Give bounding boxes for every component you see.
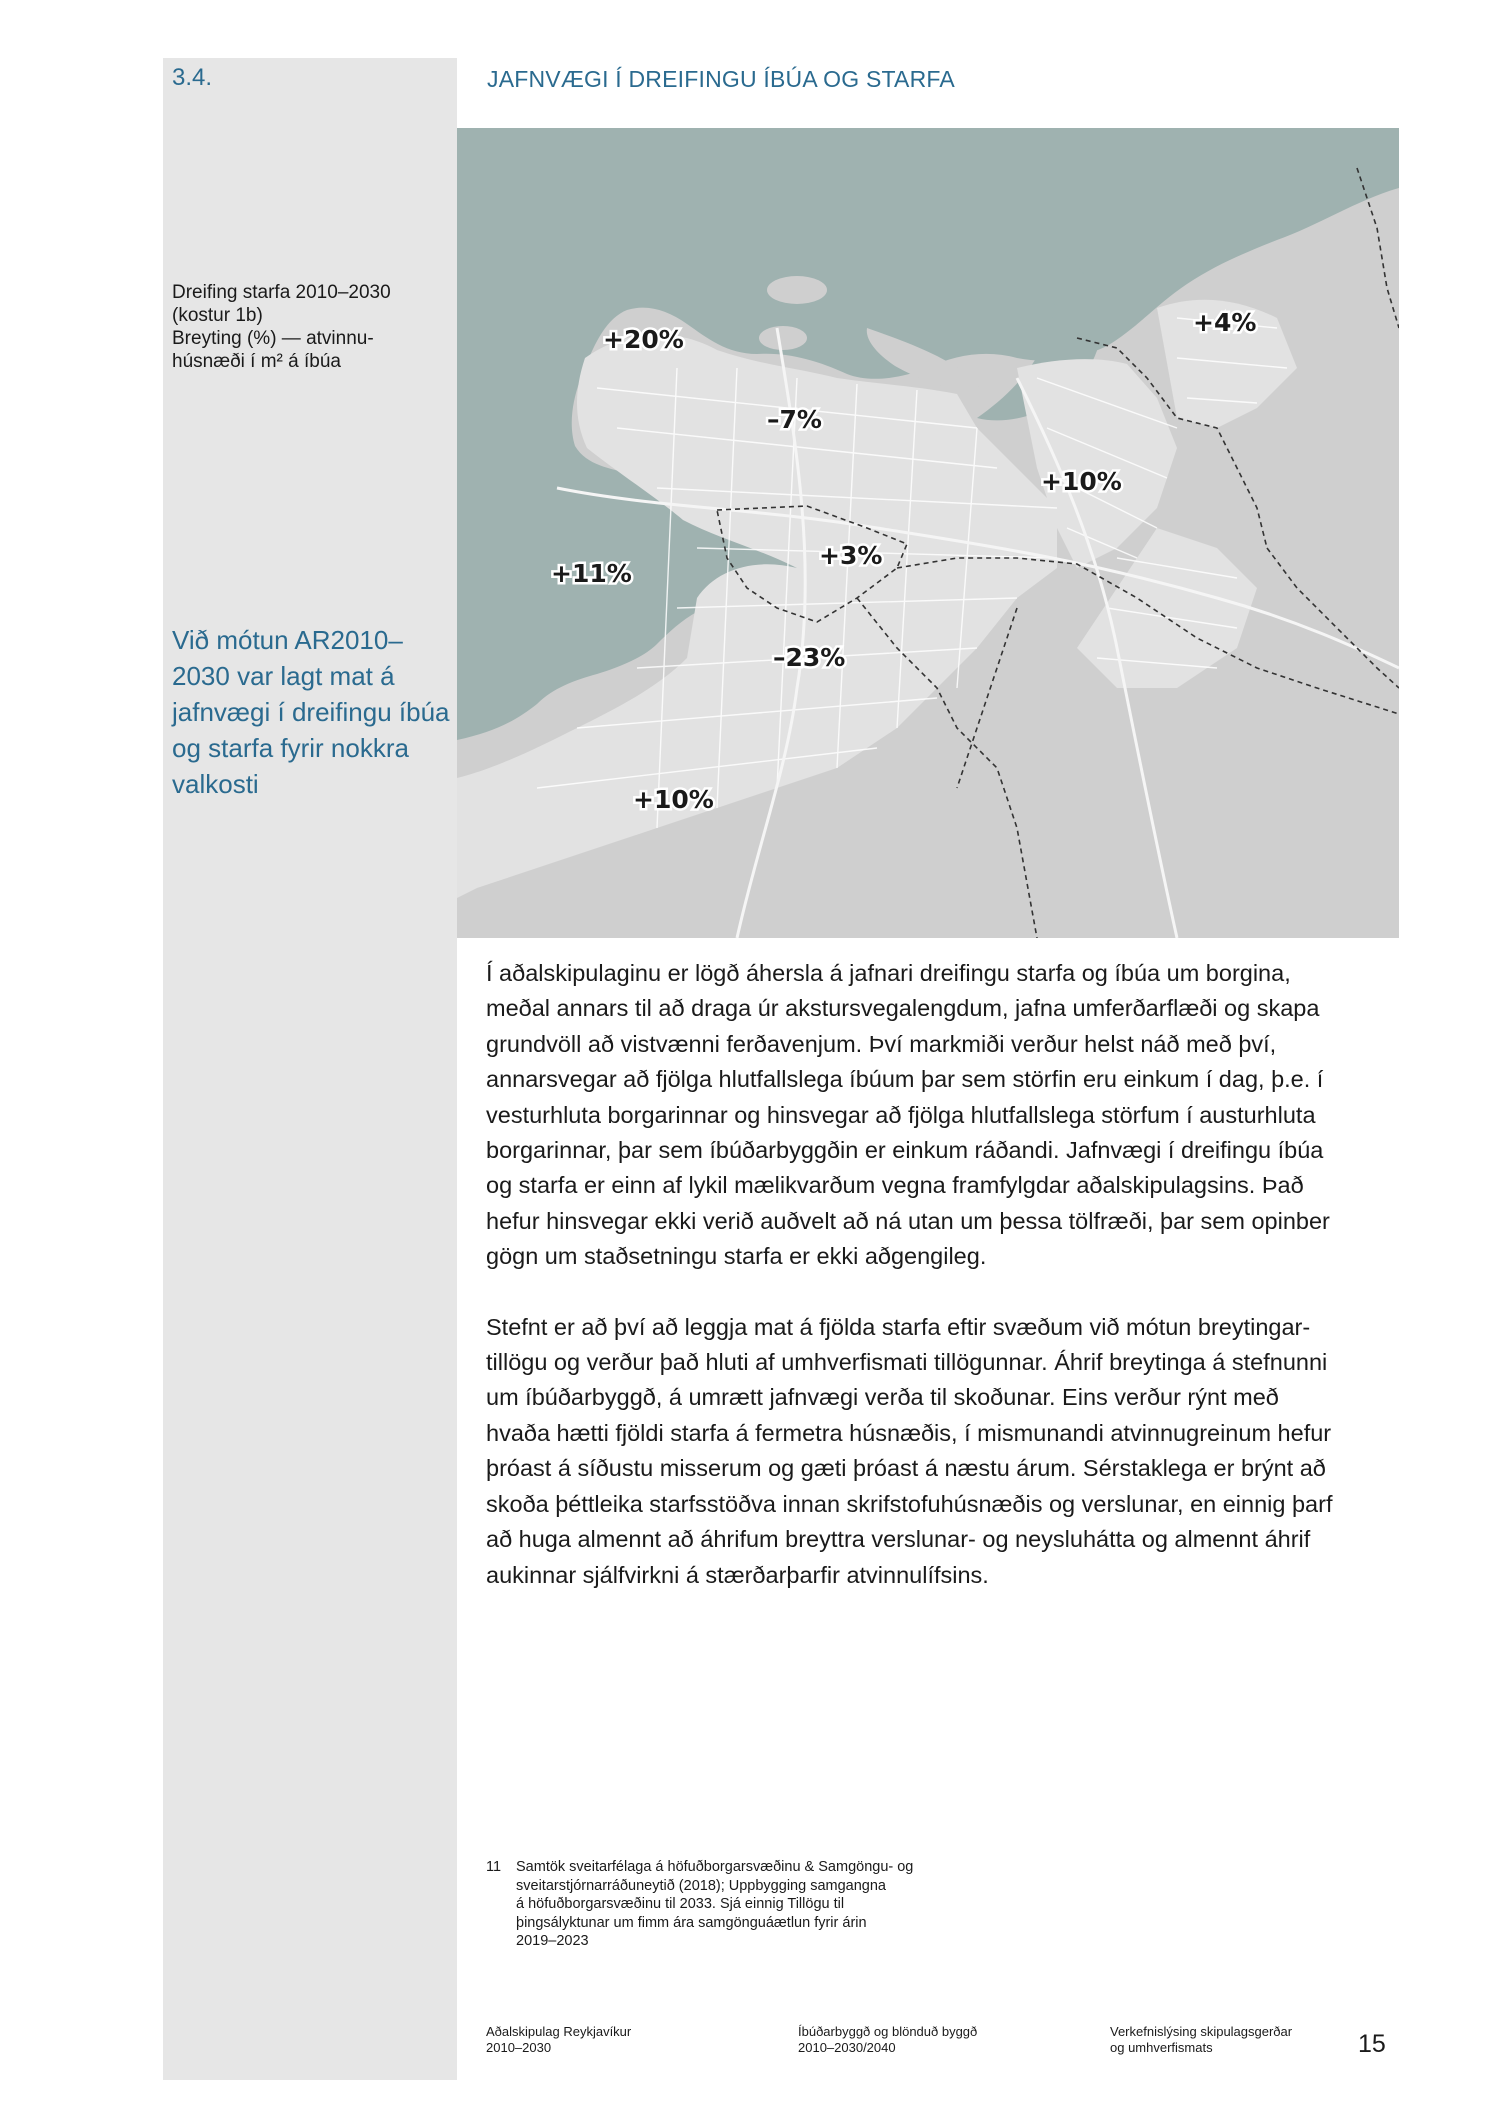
body-line: þróast á síðustu misserum og gæti þróast á næstu árum. Sérstaklega er brýnt að: [486, 1455, 1326, 1482]
body-line: og starfa er einn af lykil mælikvarðum vegna framfylgdar aðalskipulagsins. Það: [486, 1172, 1304, 1199]
body-line: gögn um staðsetningu starfa er ekki aðgengileg.: [486, 1243, 987, 1270]
paragraph-gap: [486, 1275, 1391, 1310]
body-line: að huga almennt að áhrifum breyttra verslunar- og neysluhátta og almennt áhrif: [486, 1526, 1311, 1553]
footnote-line: þingsályktunar um fimm ára samgönguáætlun fyrir árin: [516, 1914, 867, 1931]
pull-quote: [172, 622, 452, 802]
body-line: aukinnar sjálfvirkni á stærðarþarfir atvinnulífsins.: [486, 1561, 989, 1588]
footnote: [486, 1858, 986, 1951]
map-label-plus20: +20%: [603, 325, 684, 354]
map-caption-line: Breyting (%) — atvinnu-: [172, 328, 374, 349]
pull-quote-line: og starfa fyrir nokkra: [172, 733, 409, 763]
map-island: [759, 326, 807, 350]
footer-report-type: [1110, 2024, 1292, 2056]
footer-line: Aðalskipulag Reykjavíkur: [486, 2024, 632, 2039]
footer-line: 2010–2030: [486, 2040, 552, 2055]
footer-line: Verkefnislýsing skipulagsgerðar: [1110, 2024, 1293, 2039]
body-line: tillögu og verður það hluti af umhverfismati tillögunnar. Áhrif breytinga á stefnunni: [486, 1349, 1328, 1376]
section-number: 3.4.: [172, 64, 213, 91]
pull-quote-line: jafnvægi í dreifingu íbúa: [172, 697, 450, 727]
map-caption-line: (kostur 1b): [172, 305, 263, 326]
pull-quote-line: valkosti: [172, 769, 259, 799]
footnote-number: 11: [486, 1859, 502, 1875]
footer-chapter-title: [798, 2024, 977, 2056]
map-label-plus3: +3%: [819, 541, 883, 570]
body-line: skoða þéttleika starfsstöðva innan skrifstofuhúsnæðis og verslunar, en einnig þarf: [486, 1490, 1333, 1517]
footnote-line: Samtök sveitarfélaga á höfuðborgarsvæðinu & Samgöngu- og: [516, 1859, 914, 1875]
footer-line: 2010–2030/2040: [798, 2040, 896, 2055]
body-line: Í aðalskipulaginu er lögð áhersla á jafnari dreifingu starfa og íbúa um borgina,: [486, 960, 1291, 986]
body-line: um íbúðarbyggð, á umrætt jafnvægi verða til skoðunar. Eins verður rýnt með: [486, 1384, 1279, 1411]
map-label-minus23: –23%: [773, 643, 846, 672]
footnote-text: [516, 1858, 986, 1951]
map-island: [767, 276, 827, 304]
section-title: JAFNVÆGI Í DREIFINGU ÍBÚA OG STARFA: [487, 66, 955, 92]
body-line: meðal annars til að draga úr akstursvegalengdum, jafna umferðarflæði og skapa: [486, 995, 1320, 1022]
body-text: [486, 956, 1391, 1593]
body-line: hvaða hætti fjöldi starfa á fermetra húsnæðis, í mismunandi atvinnugreinum hefur: [486, 1419, 1332, 1446]
body-line: annarsvegar að fjölga hlutfallslega íbúum þar sem störfin eru einkum í dag, þ.e. í: [486, 1066, 1324, 1093]
employment-distribution-map: [457, 128, 1399, 938]
map-label-plus10-south: +10%: [633, 785, 714, 814]
map-label-plus10-east: +10%: [1041, 467, 1122, 496]
body-line: vesturhluta borgarinnar og hinsvegar að fjölga hlutfallslega störfum í austurhluta: [486, 1101, 1316, 1128]
body-line: grundvöll að vistvænni ferðavenjum. Því markmiði verður helst náð með því,: [486, 1030, 1277, 1057]
map-caption-line: Dreifing starfa 2010–2030: [172, 282, 391, 303]
footer-document-title: [486, 2024, 631, 2056]
footer-line: og umhverfismats: [1110, 2040, 1213, 2055]
footnote-line: sveitarstjórnarráðuneytið (2018); Uppbygging samgangna: [516, 1877, 886, 1894]
body-line: hefur hinsvegar ekki verið auðvelt að ná utan um þessa tölfræði, þar sem opinber: [486, 1207, 1330, 1234]
map-label-plus11: +11%: [551, 559, 632, 588]
body-line: borgarinnar, þar sem íbúðarbyggðin er einkum ráðandi. Jafnvægi í dreifingu íbúa: [486, 1137, 1324, 1164]
pull-quote-line: 2030 var lagt mat á: [172, 661, 395, 691]
pull-quote-line: Við mótun AR2010–: [172, 625, 403, 655]
footer-line: Íbúðarbyggð og blönduð byggð: [798, 2024, 978, 2039]
footnote-line: á höfuðborgarsvæðinu til 2033. Sjá einnig Tillögu til: [516, 1896, 845, 1912]
map-caption-line: húsnæði í m² á íbúa: [172, 351, 341, 372]
page-number: 15: [1358, 2030, 1386, 2058]
footnote-line: 2019–2023: [516, 1933, 589, 1949]
map-label-minus7: –7%: [767, 405, 822, 434]
map-label-plus4: +4%: [1193, 308, 1257, 337]
body-line: Stefnt er að því að leggja mat á fjölda starfa eftir svæðum við mótun breytingar-: [486, 1313, 1311, 1340]
map-caption: [172, 281, 452, 373]
